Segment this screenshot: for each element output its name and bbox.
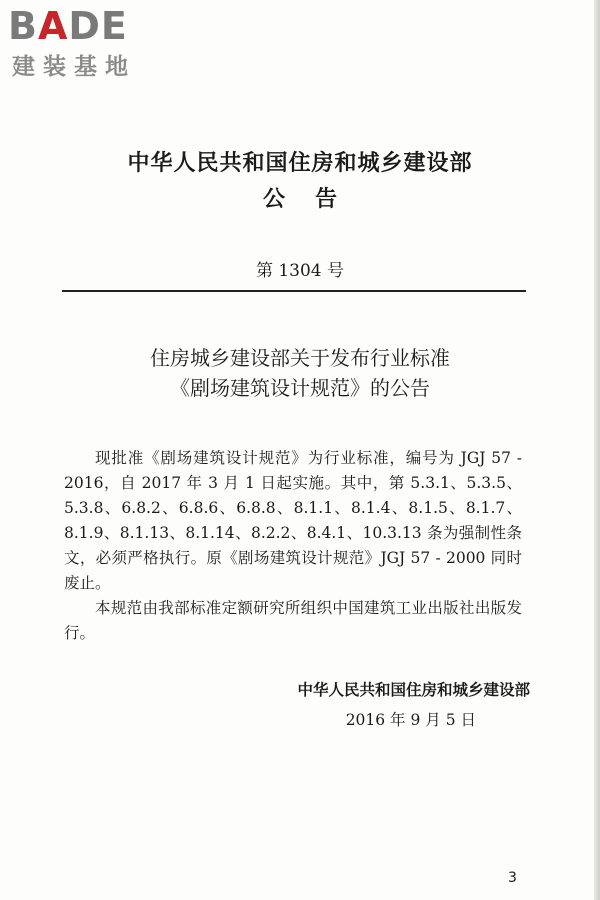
- page-number: 3: [508, 870, 517, 886]
- page-edge-shadow: [594, 0, 600, 900]
- logo-subtitle: 建装基地: [12, 54, 136, 80]
- logo-letter-b: B: [8, 4, 38, 48]
- heading-line-2: 《剧场建筑设计规范》的公告: [170, 376, 430, 400]
- announcement-number: 第 1304 号: [255, 261, 345, 281]
- issuer-signature: 中华人民共和国住房和城乡建设部: [297, 681, 530, 699]
- logo-wordmark: [8, 6, 178, 46]
- document-heading: [0, 343, 600, 403]
- body-paragraph-2: 本规范由我部标准定额研究所组织中国建筑工业出版社出版发行。: [64, 599, 522, 642]
- body-paragraph-1: 现批准《剧场建筑设计规范》为行业标准，编号为 JGJ 57 - 2016，自 2017 年 3 月 1 日起实施。其中，第 5.3.1、5.3.5、5.3.8、6.8.2、6.8.6、6.8.8、8.1.1、8.1.4、8.1.5、8.1.7、8.1.9、8.1.13、8.1.14、8.2.2、8.4.1、10.3.13 条为强制性条文，必须严格执行。原《剧场建筑设计规范》JGJ 57 - 2000 同时废止。: [64, 449, 522, 592]
- announcement-body: [64, 446, 522, 646]
- bade-logo: [8, 6, 178, 81]
- divider-line: [62, 290, 526, 292]
- ministry-title: 中华人民共和国住房和城乡建设部: [127, 150, 473, 176]
- announcement-title: 公告: [262, 186, 367, 212]
- logo-letters-de: DE: [68, 4, 128, 48]
- issue-date: 2016 年 9 月 5 日: [345, 711, 476, 729]
- logo-letter-a: A: [37, 4, 69, 48]
- heading-line-1: 住房城乡建设部关于发布行业标准: [150, 346, 450, 370]
